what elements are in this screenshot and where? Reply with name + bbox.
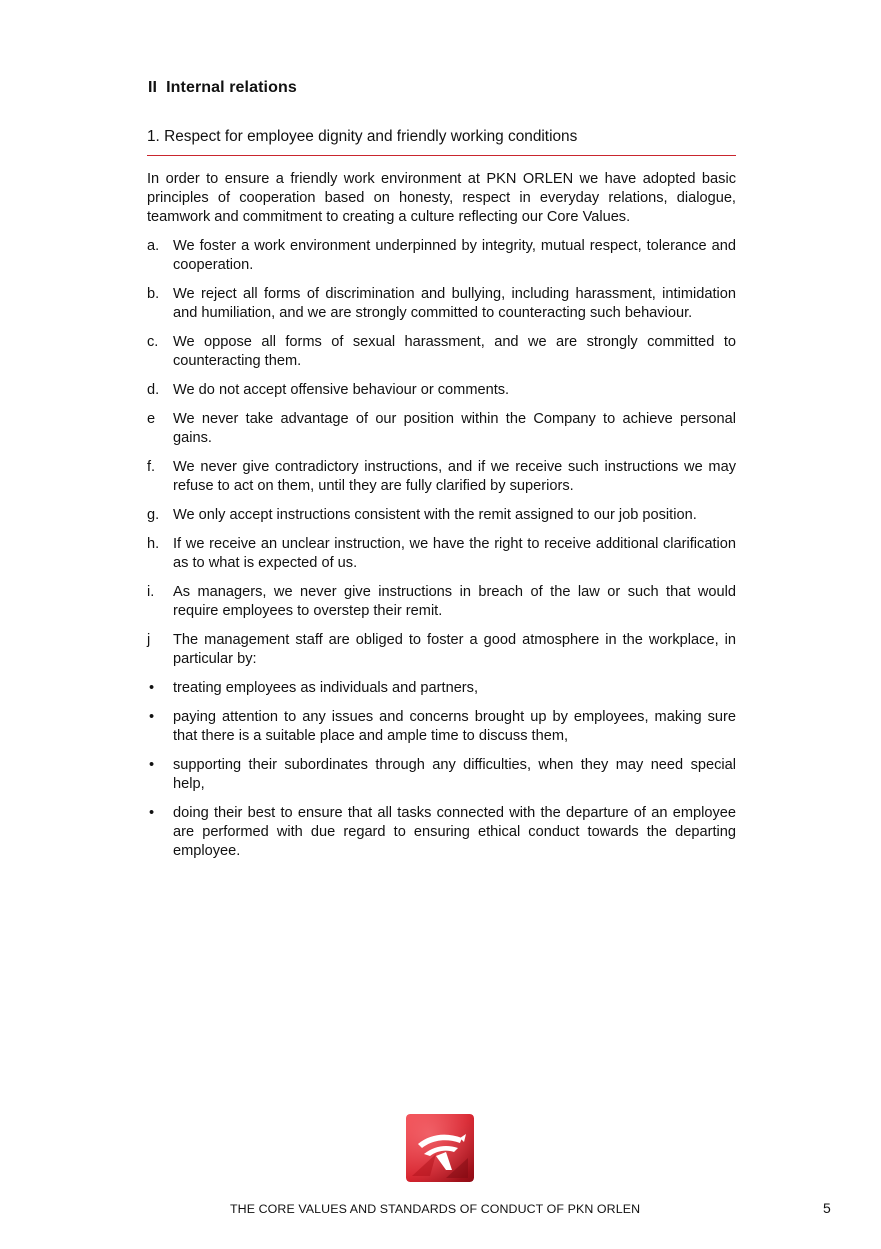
list-item-text: If we receive an unclear instruction, we have the right to receive additional clarification as to what is expected of us. <box>173 536 736 571</box>
list-item-text: As managers, we never give instructions in breach of the law or such that would require employees to overstep their remit. <box>173 584 736 619</box>
logo-graphic <box>406 1114 474 1182</box>
list-marker: g. <box>147 507 160 523</box>
list-marker: b. <box>147 286 160 302</box>
list-item <box>147 237 736 275</box>
list-item <box>147 506 736 525</box>
list-item-text: The management staff are obliged to foster a good atmosphere in the workplace, in particular by: <box>173 632 736 667</box>
management-bullet-list <box>147 679 736 861</box>
body-content <box>147 170 736 871</box>
list-item-text: We foster a work environment underpinned by integrity, mutual respect, tolerance and cooperation. <box>173 238 736 273</box>
subsection-title: 1. Respect for employee dignity and friendly working conditions <box>147 128 736 156</box>
list-item-text: We oppose all forms of sexual harassment, and we are strongly committed to counteracting them. <box>173 334 736 369</box>
bullet-item <box>147 756 736 794</box>
list-item <box>147 535 736 573</box>
footer-title: THE CORE VALUES AND STANDARDS OF CONDUCT OF PKN ORLEN <box>230 1202 641 1216</box>
section-numeral: II <box>148 79 158 96</box>
list-marker: a. <box>147 238 160 254</box>
list-marker: h. <box>147 536 160 552</box>
bullet-item-text: paying attention to any issues and concerns brought up by employees, making sure that there is a suitable place and ample time to discuss them, <box>173 709 736 744</box>
list-item <box>147 285 736 323</box>
section-heading <box>148 79 297 97</box>
bullet-item-text: doing their best to ensure that all tasks connected with the departure of an employee are performed with due regard to ensuring ethical conduct towards the departing employee. <box>173 805 736 859</box>
principles-list <box>147 237 736 669</box>
bullet-icon: • <box>149 680 155 696</box>
list-item-text: We reject all forms of discrimination and bullying, including harassment, intimidation and humiliation, and we are strongly committed to counteracting such behaviour. <box>173 286 736 321</box>
page-number: 5 <box>823 1200 831 1216</box>
list-item <box>147 583 736 621</box>
bullet-icon: • <box>149 805 155 821</box>
list-item <box>147 631 736 669</box>
bullet-item <box>147 679 736 698</box>
intro-paragraph: In order to ensure a friendly work environment at PKN ORLEN we have adopted basic principles of cooperation based on honesty, respect in everyday relations, dialogue, teamwork and commitment to creating a culture reflecting our Core Values. <box>147 171 736 225</box>
bullet-icon: • <box>149 709 155 725</box>
list-item-text: We never give contradictory instructions, and if we receive such instructions we may refuse to act on them, until they are fully clarified by superiors. <box>173 459 736 494</box>
list-item <box>147 410 736 448</box>
list-marker: j <box>147 632 151 648</box>
list-item <box>147 333 736 371</box>
bullet-item-text: treating employees as individuals and partners, <box>173 680 479 696</box>
bullet-item <box>147 708 736 746</box>
list-marker: c. <box>147 334 159 350</box>
bullet-icon: • <box>149 757 155 773</box>
bullet-item-text: supporting their subordinates through any difficulties, when they may need special help, <box>173 757 736 792</box>
list-item-text: We never take advantage of our position within the Company to achieve personal gains. <box>173 411 736 446</box>
bullet-item <box>147 804 736 861</box>
list-item <box>147 458 736 496</box>
list-marker: f. <box>147 459 156 475</box>
list-item <box>147 381 736 400</box>
list-item-text: We only accept instructions consistent with the remit assigned to our job position. <box>173 507 697 523</box>
list-marker: e <box>147 411 156 427</box>
list-item-text: We do not accept offensive behaviour or comments. <box>173 382 510 398</box>
list-marker: d. <box>147 382 160 398</box>
orlen-eagle-logo-icon <box>406 1114 474 1182</box>
section-title: Internal relations <box>166 79 297 96</box>
list-marker: i. <box>147 584 155 600</box>
